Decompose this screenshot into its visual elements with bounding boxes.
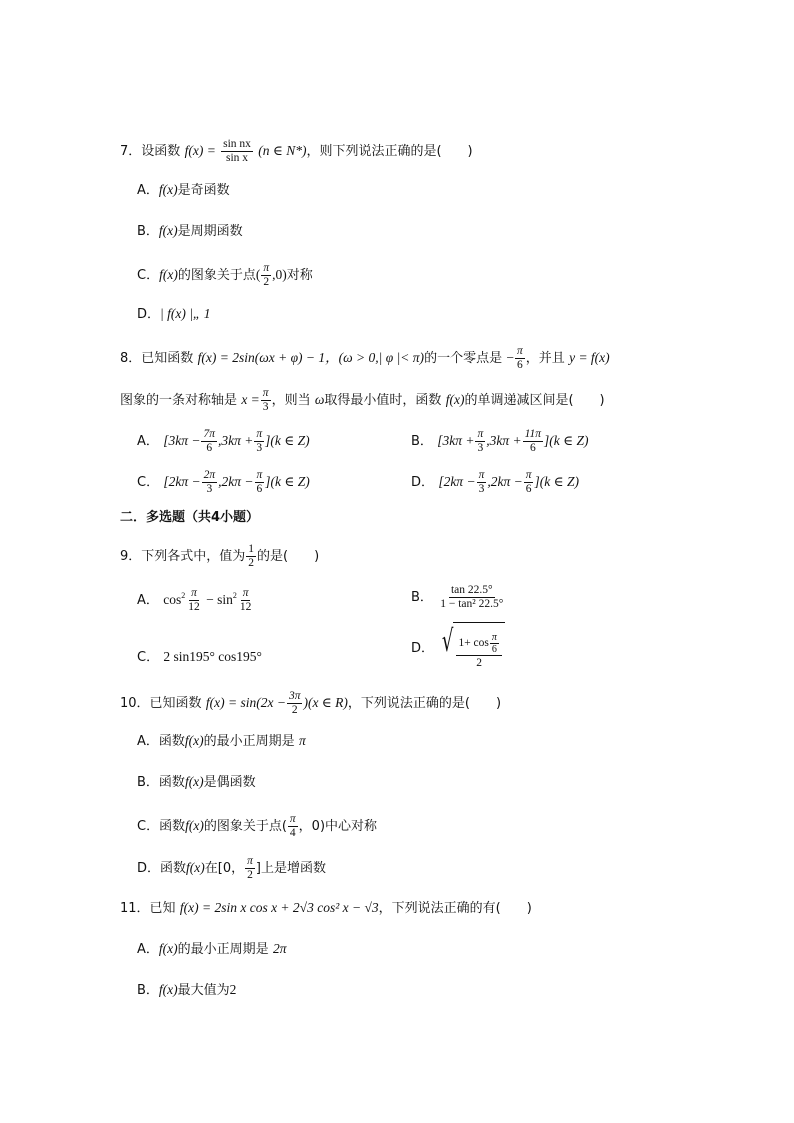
q7-option-c: C．f(x)的图象关于点( $\frac{\pi}{2}$ ,0)对称 [137,262,313,288]
q10-option-c: C．函数f(x)的图象关于点( $\frac{\pi}{4}$ ，0)中心对称 [137,813,378,839]
q10-fraction: $\frac{3\pi}{2}$ [288,690,301,716]
q11-stem: 11．已知 f(x) = 2sin x cos x + 2√3 cos² x − √3，下列说法正确的有( ) [120,900,532,916]
q7-fraction: $\frac{\text{sin nx}}{\text{sin x}}$ [223,138,251,164]
q8-d-frac1: $\frac{\pi}{3}$ [478,469,485,495]
q8-stem-line1: 8．已知函数 f(x) = 2sin(ωx + φ) − 1，(ω > 0,| φ |< π)的一个零点是 − $\frac{\pi}{6}$ ，并且 y = f(x) [120,345,610,371]
q8-c-frac2: $\frac{\pi}{6}$ [256,469,263,495]
q10-option-a: A．函数f(x)的最小正周期是 π [137,733,306,749]
q8-option-a: A． [3kπ − $\frac{7\pi}{6}$ ,3kπ + $\frac{\pi}{3}$ ](k ∈ Z) [137,428,310,454]
q9-b-frac: $\frac{\tan 22.5^\circ}{\text{1 − tan² 22.5°}}$ [440,584,504,610]
q11-option-b: B．f(x)最大值为2 [137,982,237,998]
q8-stem-line2: 图象的一条对称轴是 x = $\frac{\pi}{3}$ ，则当 ω取得最小值时，函数 f(x)的单调递减区间是( ) [120,387,605,413]
q7-stem: 7．设函数 f(x) = $\frac{\text{sin nx}}{\text{sin x}}$ (n ∈ N*)，则下列说法正确的是( ) [120,138,473,164]
q7-option-b: B．f(x)是周期函数 [137,223,243,239]
q9-option-a: A． $\cos^2$ $\frac{\pi}{12}$ − $\sin^2$ $\frac{\pi}{12}$ [137,587,252,613]
q7-option-d: D．| f(x) |„ 1 [137,306,211,322]
q9-a-frac2: $\frac{\pi}{12}$ [239,587,252,613]
q10-option-b: B．函数f(x)是偶函数 [137,774,256,790]
q11-option-a: A．f(x)的最小正周期是 2π [137,941,287,957]
q9-d-inner-frac: $\frac{\pi}{6}$ [491,631,497,655]
q8-zero-fraction: $\frac{\pi}{6}$ [517,345,523,371]
q8-axis-fraction: $\frac{\pi}{3}$ [262,387,269,413]
q7-option-a: A．f(x)是奇函数 [137,182,230,198]
q10-c-frac: $\frac{\pi}{4}$ [289,813,296,839]
q9-stem: 9．下列各式中，值为 $\frac{1}{2}$ 的是( ) [120,543,320,569]
q8-a-frac2: $\frac{\pi}{3}$ [256,428,263,454]
q8-b-frac2: $\frac{11\pi}{6}$ [524,428,542,454]
q10-option-d: D．函数f(x)在[0， $\frac{\pi}{2}$ ]上是增函数 [137,855,326,881]
q10-stem: 10．已知函数 f(x) = sin(2x − $\frac{3\pi}{2}$ )(x ∈ R)，下列说法正确的是( ) [120,690,502,716]
q8-option-c: C． [2kπ − $\frac{2\pi}{3}$ ,2kπ − $\frac{\pi}{6}$ ](k ∈ Z) [137,469,310,495]
q9-d-sqrt [438,622,505,675]
section-heading: 二．多选题（共4小题） [120,510,260,525]
q8-d-frac2: $\frac{\pi}{6}$ [525,469,532,495]
q9-d-frac: 1+ cos $\frac{\pi}{6}$ 2 [456,632,501,670]
q8-option-b: B． [3kπ + $\frac{\pi}{3}$ ,3kπ + $\frac{11\pi}{6}$ ](k ∈ Z) [411,428,589,454]
q9-value-fraction: $\frac{1}{2}$ [248,543,255,569]
q8-a-frac1: $\frac{7\pi}{6}$ [203,428,215,454]
q9-a-frac1: $\frac{\pi}{12}$ [188,587,200,613]
q10-d-frac: $\frac{\pi}{2}$ [247,855,253,881]
q9-option-d: D． √ 1+ cos $\frac{\pi}{6}$ 2 [411,622,505,675]
q9-option-b: B． $\frac{\tan 22.5^\circ}{\text{1 − tan² 22.5°}}$ [411,584,504,610]
q8-b-frac1: $\frac{\pi}{3}$ [477,428,484,454]
q8-c-frac1: $\frac{2\pi}{3}$ [203,469,216,495]
q8-option-d: D． [2kπ − $\frac{\pi}{3}$ ,2kπ − $\frac{\pi}{6}$ ](k ∈ Z) [411,469,579,495]
radical-sign-icon: √ [442,624,454,659]
q7-c-fraction: $\frac{\pi}{2}$ [263,262,270,288]
q9-option-c: C． 2 sin195° cos195° [137,649,262,665]
